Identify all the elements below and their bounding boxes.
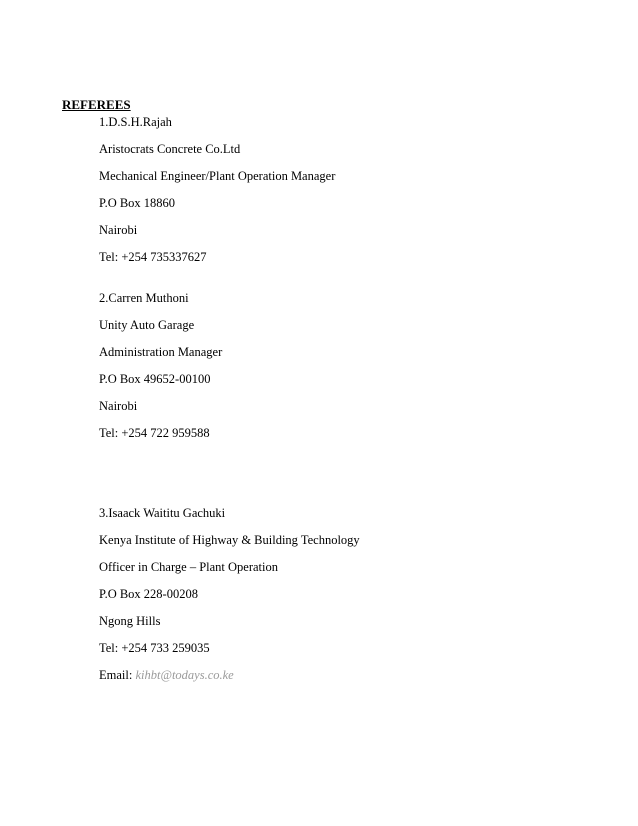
email-label: Email: (99, 668, 133, 682)
referee-1-city: Nairobi (99, 223, 138, 237)
referee-3-tel: Tel: +254 733 259035 (99, 641, 210, 655)
section-heading-referees: REFEREES (62, 97, 131, 112)
referee-3-city: Ngong Hills (99, 614, 161, 628)
referee-1-company: Aristocrats Concrete Co.Ltd (99, 142, 241, 156)
email-link[interactable]: kihbt@todays.co.ke (135, 668, 234, 682)
referee-1-tel: Tel: +254 735337627 (99, 250, 207, 264)
referee-1-po-box: P.O Box 18860 (99, 196, 176, 210)
referee-2-title: Administration Manager (99, 345, 223, 359)
referee-3-name: 3.Isaack Waititu Gachuki (99, 506, 226, 520)
referee-3-company: Kenya Institute of Highway & Building Technology (99, 533, 360, 547)
referee-2-po-box: P.O Box 49652-00100 (99, 372, 211, 386)
referee-2-company: Unity Auto Garage (99, 318, 195, 332)
referee-2-tel: Tel: +254 722 959588 (99, 426, 210, 440)
referee-3-email-line (99, 667, 234, 683)
referee-2-city: Nairobi (99, 399, 138, 413)
referee-1-title: Mechanical Engineer/Plant Operation Manager (99, 169, 336, 183)
referee-1-name: 1.D.S.H.Rajah (99, 115, 172, 129)
referee-2-name: 2.Carren Muthoni (99, 291, 189, 305)
referee-3-po-box: P.O Box 228-00208 (99, 587, 198, 601)
referee-3-title: Officer in Charge – Plant Operation (99, 560, 279, 574)
